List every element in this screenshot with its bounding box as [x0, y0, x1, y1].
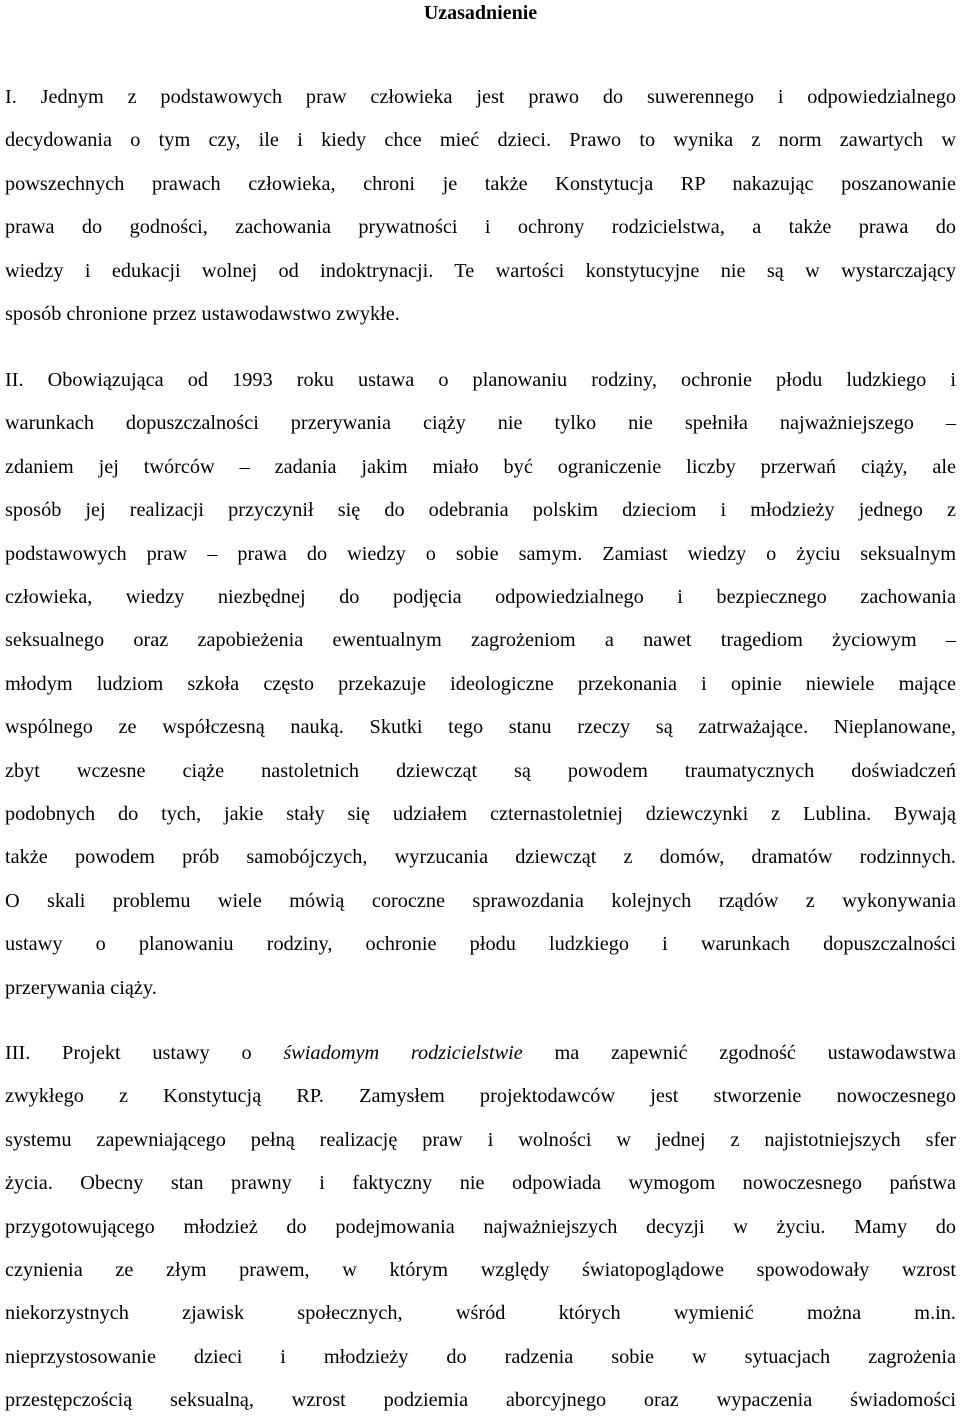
paragraph-line: O skali problemu wiele mówią coroczne sprawozdania kolejnych rządów z wykonywania [5, 889, 956, 912]
paragraph-line: ustawy o planowaniu rodziny, ochronie płodu ludzkiego i warunkach dopuszczalności [5, 933, 956, 956]
paragraph-line: powszechnych prawach człowieka, chroni je także Konstytucja RP nakazując poszanowanie [5, 172, 956, 195]
document-title: Uzasadnienie [423, 2, 538, 24]
paragraph-line: niekorzystnych zjawisk społecznych, wśród których wymienić można m.in. [5, 1302, 956, 1325]
paragraph-line: czynienia ze złym prawem, w którym względy światopoglądowe spowodowały wzrost [5, 1259, 956, 1282]
paragraph-line: młodym ludziom szkoła często przekazuje ideologiczne przekonania i opinie niewiele mające [5, 672, 956, 695]
section-3 [5, 1032, 956, 1423]
paragraph-line: I. Jednym z podstawowych praw człowieka jest prawo do suwerennego i odpowiedzialnego [5, 86, 956, 108]
paragraph-line: sposób jej realizacji przyczynił się do odebrania polskim dzieciom i młodzieży jednego z [5, 499, 956, 522]
paragraph-line: II. Obowiązująca od 1993 roku ustawa o planowaniu rodziny, ochronie płodu ludzkiego i [5, 369, 956, 391]
paragraph-line: zwykłego z Konstytucją RP. Zamysłem projektodawców jest stworzenie nowoczesnego [5, 1085, 956, 1108]
paragraph-line: także powodem prób samobójczych, wyrzucania dziewcząt z domów, dramatów rodzinnych. [5, 846, 956, 869]
paragraph-line: prawa do godności, zachowania prywatności i ochrony rodzicielstwa, a także prawa do [5, 216, 956, 239]
paragraph-line: systemu zapewniającego pełną realizację praw i wolności w jednej z najistotniejszych sfer [5, 1128, 956, 1151]
paragraph-line: przygotowującego młodzież do podejmowania najważniejszych decyzji w życiu. Mamy do [5, 1215, 956, 1238]
paragraph-line [5, 1032, 956, 1075]
paragraph-line: warunkach dopuszczalności przerywania ciąży nie tylko nie spełniła najważniejszego – [5, 412, 956, 435]
paragraph-line: zdaniem jej twórców – zadania jakim miało być ograniczenie liczby przerwań ciąży, ale [5, 455, 956, 478]
paragraph-line: życia. Obecny stan prawny i faktyczny nie odpowiada wymogom nowoczesnego państwa [5, 1172, 956, 1195]
paragraph-line: wiedzy i edukacji wolnej od indoktrynacji. Te wartości konstytucyjne nie są w wystarczający [5, 259, 956, 282]
paragraph-line: seksualnego oraz zapobieżenia ewentualnym zagrożeniom a nawet tragediom życiowym – [5, 629, 956, 652]
section-2 [5, 359, 956, 1010]
paragraph-line: podobnych do tych, jakie stały się udziałem czternastoletniej dziewczynki z Lublina. Bywają [5, 803, 956, 826]
line-prefix: III. Projekt ustawy o [5, 1042, 284, 1064]
paragraph-line: decydowania o tym czy, ile i kiedy chce mieć dzieci. Prawo to wynika z norm zawartych w [5, 129, 956, 152]
paragraph-line: podstawowych praw – prawa do wiedzy o sobie samym. Zamiast wiedzy o życiu seksualnym [5, 542, 956, 565]
paragraph-line: zbyt wczesne ciąże nastoletnich dziewcząt są powodem traumatycznych doświadczeń [5, 759, 956, 782]
section-1 [5, 76, 956, 336]
paragraph-line: wspólnego ze współczesną nauką. Skutki tego stanu rzeczy są zatrważające. Nieplanowane, [5, 716, 956, 739]
paragraph-line: sposób chronione przez ustawodawstwo zwykłe. [5, 303, 400, 326]
paragraph-line: człowieka, wiedzy niezbędnej do podjęcia odpowiedzialnego i bezpiecznego zachowania [5, 586, 956, 609]
line-suffix: ma zapewnić zgodność ustawodawstwa [522, 1042, 956, 1064]
paragraph-line: przestępczością seksualną, wzrost podziemia aborcyjnego oraz wypaczenia świadomości [5, 1389, 956, 1412]
act-title-italic: świadomym rodzicielstwie [283, 1042, 523, 1064]
document-page [5, 0, 956, 1412]
paragraph-line: przerywania ciąży. [5, 976, 157, 999]
paragraph-line: nieprzystosowanie dzieci i młodzieży do radzenia sobie w sytuacjach zagrożenia [5, 1345, 956, 1368]
